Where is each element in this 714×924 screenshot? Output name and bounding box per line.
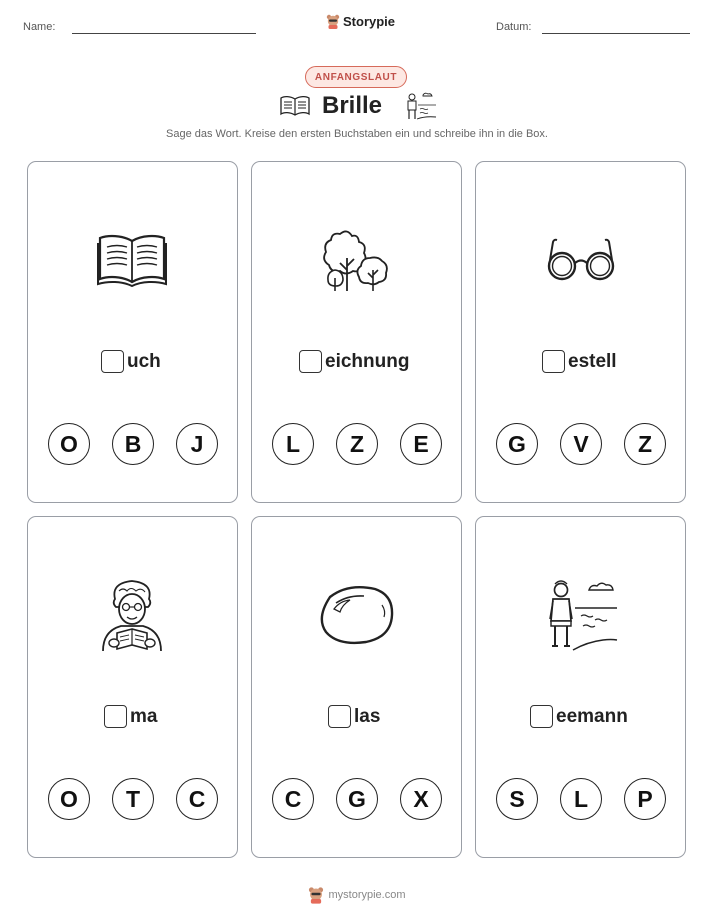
answer-box[interactable] [104, 705, 127, 728]
letter-option[interactable]: L [560, 778, 602, 820]
word-prompt [542, 350, 617, 373]
word-ending: estell [568, 350, 617, 372]
letter-option[interactable]: J [176, 423, 218, 465]
word-prompt [328, 705, 380, 728]
letter-option[interactable]: Z [624, 423, 666, 465]
answer-box[interactable] [299, 350, 322, 373]
date-line[interactable] [542, 33, 690, 34]
brand-name: Storypie [343, 14, 396, 29]
word-ending: ma [130, 705, 158, 727]
answer-box[interactable] [328, 705, 351, 728]
letter-option[interactable]: G [336, 778, 378, 820]
word-ending: eichnung [325, 350, 410, 372]
book-icon [96, 233, 168, 287]
date-label: Datum: [496, 21, 532, 33]
name-line[interactable] [72, 33, 256, 34]
letter-option[interactable]: T [112, 778, 154, 820]
answer-box[interactable] [101, 350, 124, 373]
letter-option[interactable]: V [560, 423, 602, 465]
category-badge: ANFANGSLAUT [305, 66, 407, 88]
letter-option[interactable]: P [624, 778, 666, 820]
word-ending: uch [127, 350, 161, 372]
letter-option[interactable]: O [48, 778, 90, 820]
answer-box[interactable] [530, 705, 553, 728]
word-prompt [530, 705, 628, 728]
letter-option[interactable]: G [496, 423, 538, 465]
footer-url[interactable]: mystorypie.com [328, 889, 406, 901]
answer-box[interactable] [542, 350, 565, 373]
letter-option[interactable]: O [48, 423, 90, 465]
bear-icon [326, 14, 340, 29]
glasses-icon [545, 238, 617, 284]
brand-logo [326, 14, 395, 29]
letter-option[interactable]: Z [336, 423, 378, 465]
word-prompt [101, 350, 161, 373]
letter-option[interactable]: C [272, 778, 314, 820]
letter-option[interactable]: B [112, 423, 154, 465]
page-title: Brille [322, 92, 383, 119]
word-ending: las [354, 705, 381, 727]
letter-option[interactable]: E [400, 423, 442, 465]
letter-option[interactable]: X [400, 778, 442, 820]
word-ending: eemann [556, 705, 628, 727]
man-at-sea-small-icon [403, 91, 437, 121]
word-prompt [104, 705, 157, 728]
letter-option[interactable]: S [496, 778, 538, 820]
letter-option[interactable]: C [176, 778, 218, 820]
footer [0, 886, 714, 904]
trees-icon [322, 228, 390, 294]
instruction-text: Sage das Wort. Kreise den ersten Buchstaben ein und schreibe ihn in die Box. [166, 128, 548, 140]
letter-option[interactable]: L [272, 423, 314, 465]
open-book-small-icon [280, 95, 310, 117]
man-at-sea-icon [545, 578, 619, 654]
grandma-reading-icon [99, 577, 165, 653]
word-prompt [299, 350, 409, 373]
glass-drop-icon [320, 585, 394, 645]
name-label: Name: [23, 21, 56, 33]
bear-icon [308, 886, 324, 904]
